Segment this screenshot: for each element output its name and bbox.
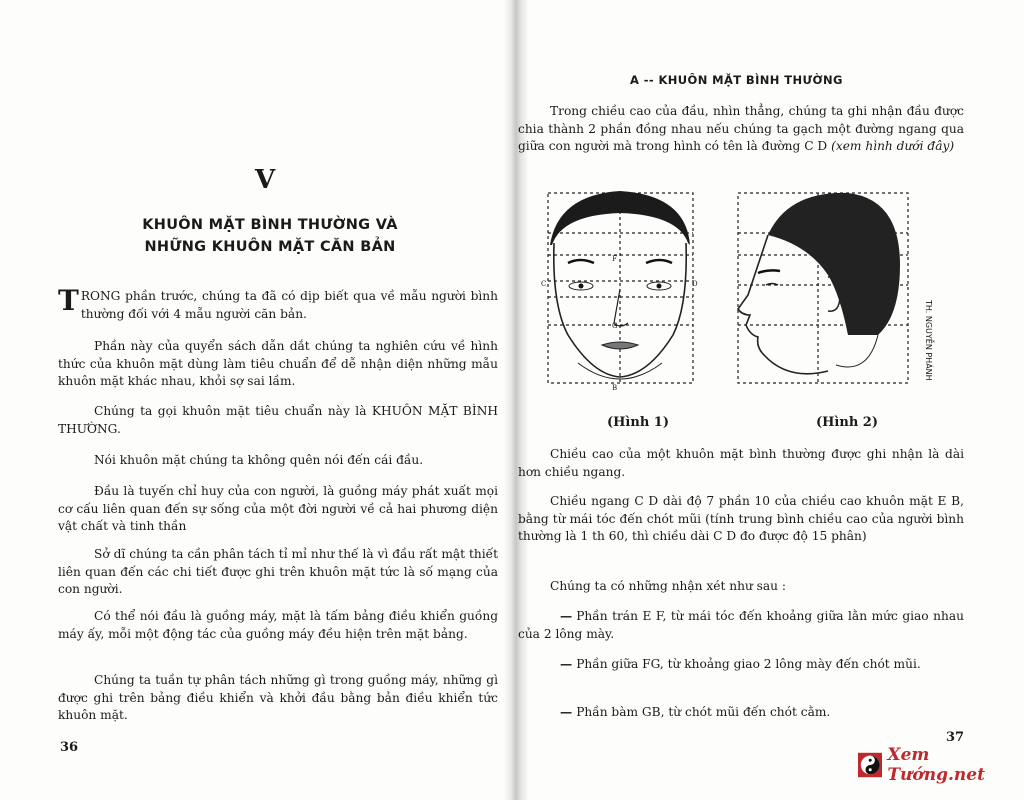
paragraph-2: Phần này của quyển sách dẫn dắt chúng ta nghiên cứu về hình thức của khuôn mặt dùng làm tiêu chuẩn để dễ nhận diện những mẫu khuôn mặt khác nhau, khỏi sợ sai lầm. bbox=[58, 339, 498, 388]
paragraph-8: Chúng ta tuần tự phân tách những gì trong guồng máy, những gì được ghi trên bảng điều khiển và khởi đầu bằng bản điều khiển tức khuôn mặt. bbox=[58, 673, 498, 722]
page-number-right: 37 bbox=[946, 730, 965, 745]
intro-text: Trong chiều cao của đầu, nhìn thẳng, chúng ta ghi nhận đầu được chia thành 2 phần đồng nhau nếu chúng ta gạch một đường ngang qua giữa con người mà trong hình có tên là đường C D bbox=[518, 104, 964, 153]
side-credit: TH. NGUYỄN PHÁNH bbox=[924, 300, 933, 381]
paragraph-text: RONG phần trước, chúng ta đã có dịp biết qua về mẫu người bình thường đối với 4 mẫu người căn bản. bbox=[80, 289, 498, 321]
label-b-1: B bbox=[612, 384, 618, 392]
paragraph-6: Sở dĩ chúng ta cần phân tách tỉ mỉ như thế là vì đầu rất mật thiết liên quan đến các chi tiết được ghi trên khuôn mặt tức là số mạng của con người. bbox=[58, 547, 498, 596]
label-f-1: F bbox=[612, 255, 617, 263]
figure-front-face bbox=[538, 185, 703, 390]
watermark-logo bbox=[858, 745, 1024, 785]
intro-note: (xem hình dưới đây) bbox=[831, 139, 955, 153]
list-item-text: Phần giữa FG, từ khoảng giao 2 lông mày đến chót mũi. bbox=[576, 657, 921, 671]
list-item-1 bbox=[518, 608, 964, 643]
right-paragraph-3: Chúng ta có những nhận xét như sau : bbox=[550, 579, 787, 593]
label-c-1: C bbox=[541, 280, 547, 288]
figure-profile-face bbox=[728, 185, 918, 390]
list-item-3 bbox=[518, 704, 964, 722]
dash-2: — bbox=[560, 657, 573, 671]
chapter-number: V bbox=[255, 165, 276, 195]
section-header: A -- KHUÔN MẶT BÌNH THƯỜNG bbox=[630, 73, 843, 87]
dash-3: — bbox=[560, 705, 573, 719]
label-g-1: G bbox=[612, 322, 618, 330]
dash-1: — bbox=[560, 609, 573, 623]
figure-2-caption: (Hình 2) bbox=[816, 415, 878, 430]
list-item-text: Phần trán E F, từ mái tóc đến khoảng giữa lằn mức giao nhau của 2 lông mày. bbox=[518, 609, 964, 641]
paragraph-3: Chúng ta gọi khuôn mặt tiêu chuẩn này là KHUÔN MẶT BÌNH THƯỜNG. bbox=[58, 404, 498, 436]
paragraph-5: Đầu là tuyến chỉ huy của con người, là guồng máy phát xuất mọi cơ cấu liên quan đến sự sống của một đời người về cả hai phương diện vật chất và tinh thần bbox=[58, 484, 498, 533]
figure-1-caption: (Hình 1) bbox=[607, 415, 669, 430]
watermark-text: Xem Tướng.net bbox=[887, 745, 985, 785]
chapter-title-line-2: NHỮNG KHUÔN MẶT CĂN BẢN bbox=[144, 239, 396, 255]
right-paragraph-1: Chiều cao của một khuôn mặt bình thường được ghi nhận là dài hơn chiều ngang. bbox=[518, 447, 964, 479]
drop-cap: T bbox=[58, 284, 79, 317]
chapter-title-line-1: KHUÔN MẶT BÌNH THƯỜNG VÀ bbox=[142, 217, 398, 233]
page-number-left: 36 bbox=[60, 740, 79, 755]
list-item-2 bbox=[518, 656, 964, 674]
label-e-1: E bbox=[612, 193, 618, 201]
paragraph-7: Có thể nói đầu là guồng máy, mặt là tấm bảng điều khiển guồng máy ấy, mỗi một động tác của guồng máy đều hiện trên mặt bảng. bbox=[58, 609, 498, 641]
paragraph-4: Nói khuôn mặt chúng ta không quên nói đến cái đầu. bbox=[94, 453, 424, 467]
yin-yang-icon bbox=[858, 752, 882, 778]
label-d-1: D bbox=[692, 280, 698, 288]
intro-paragraph bbox=[518, 103, 964, 156]
right-paragraph-2: Chiều ngang C D dài độ 7 phần 10 của chiều cao khuôn mặt E B, bằng từ mái tóc đến chót mũi (tính trung bình chiều cao của người bình thường là 1 th 60, thì chiều dài C D đo được độ 15 phân) bbox=[518, 494, 964, 543]
paragraph-1 bbox=[58, 284, 498, 323]
list-item-text: Phần bàm GB, từ chót mũi đến chót cằm. bbox=[576, 705, 831, 719]
